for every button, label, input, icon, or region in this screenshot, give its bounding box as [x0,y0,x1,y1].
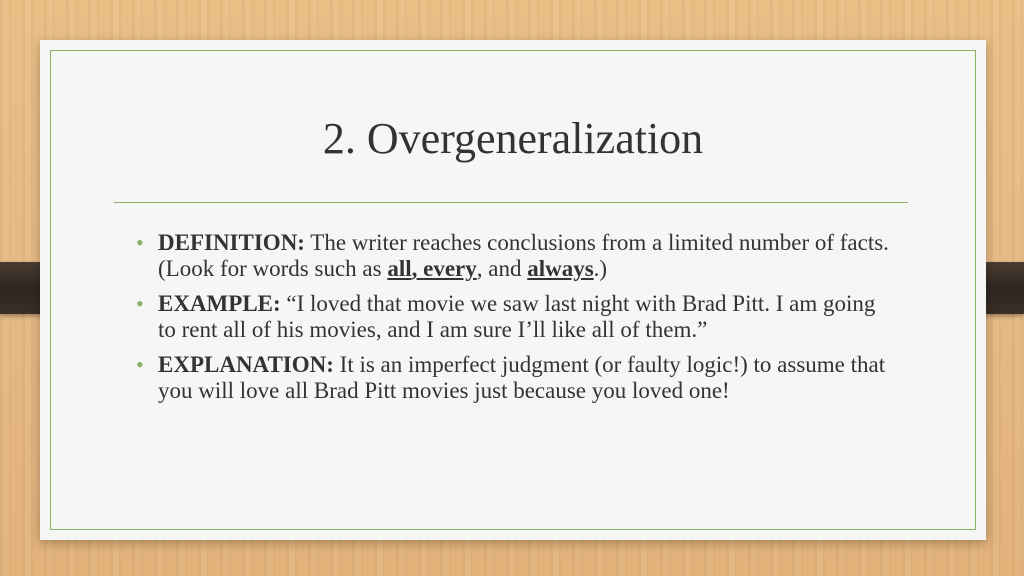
bullet-icon: • [136,352,144,377]
bullet-icon: • [136,230,144,255]
keyword-separator-1: , [411,256,424,281]
definition-text-end: .) [593,256,608,281]
title-divider [114,202,908,203]
bullet-example [136,291,896,343]
bullet-icon: • [136,291,144,316]
example-text: “I loved that movie we saw last night with Brad Pitt. I am going to rent all of his movies, and I am sure I’ll like all of them.” [158,291,876,342]
definition-label: DEFINITION: [158,230,305,255]
bullet-definition [136,230,896,282]
bullet-explanation [136,352,896,404]
explanation-label: EXPLANATION: [158,352,334,377]
definition-text: The writer reaches conclusions from a limited number of facts. (Look for words such as [158,230,889,281]
keyword-all: all [387,256,412,281]
bullet-list [136,230,896,413]
explanation-text: It is an imperfect judgment (or faulty logic!) to assume that you will love all Brad Pitt movies just because you loved one! [158,352,886,403]
keyword-always: always [527,256,594,281]
slide-card [40,40,986,540]
keyword-every: every [423,256,477,281]
slide-title: 2. Overgeneralization [322,114,704,163]
example-label: EXAMPLE: [158,291,281,316]
keyword-separator-2: , and [476,256,528,281]
